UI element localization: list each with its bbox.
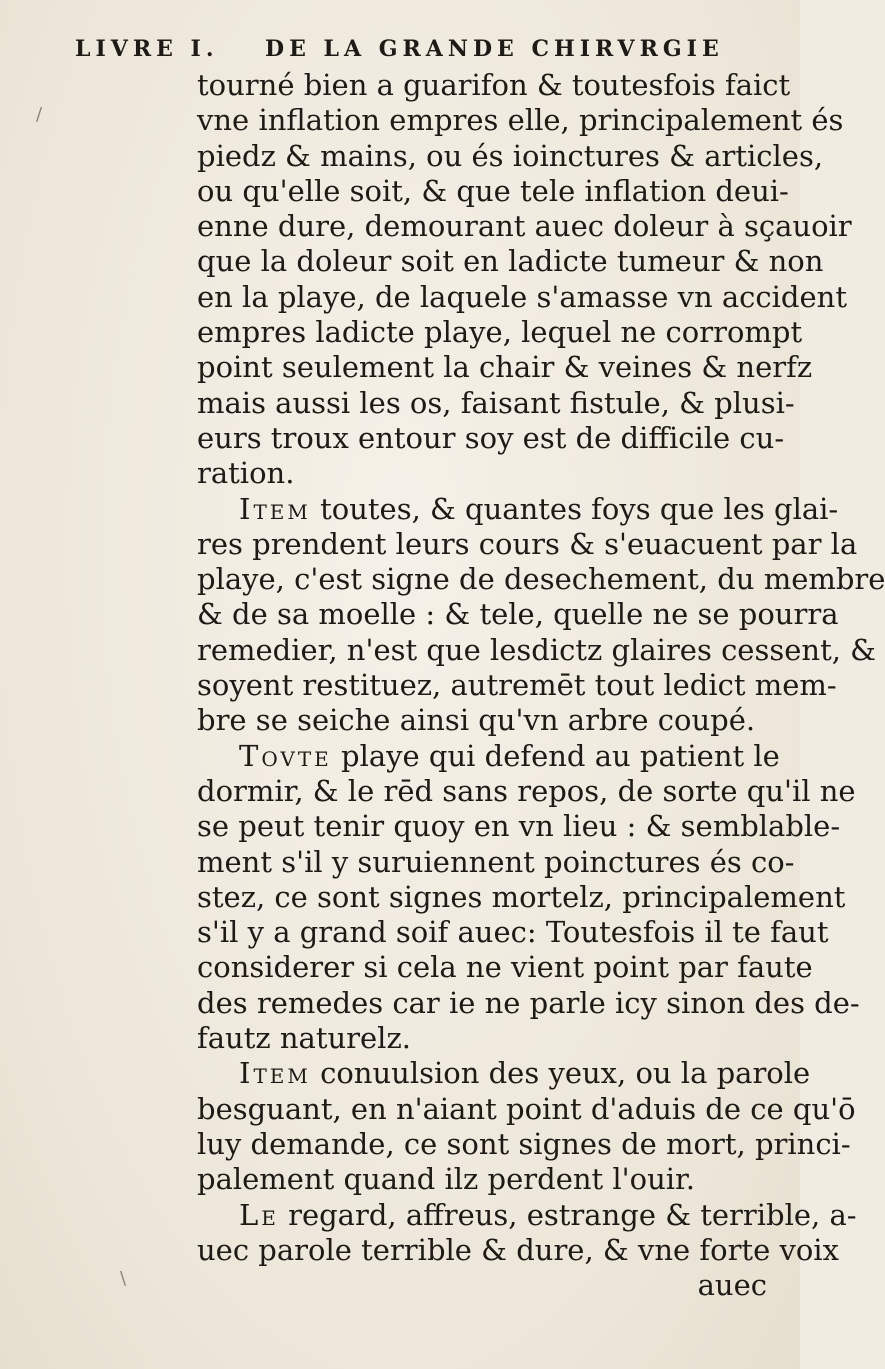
- text-line: [197, 526, 858, 562]
- text-line: [197, 103, 844, 138]
- text-line: [197, 1162, 767, 1197]
- text-line: [197, 385, 795, 421]
- text-line: [197, 950, 813, 985]
- line-text: empres ladicte playe, lequel ne corrompt: [197, 315, 803, 350]
- line-text: fautz naturelz.: [197, 1021, 411, 1056]
- running-title: DE LA GRANDE CHIRVRGIE: [265, 36, 724, 62]
- line-text: besguant, en n'aiant point d'aduis de ce qu'ō: [197, 1091, 856, 1126]
- line-text: mais aussi les os, faisant fistule, & plusi-: [197, 385, 795, 420]
- line-text: toutes, & quantes foys que les glai-: [310, 491, 839, 526]
- line-text: dormir, & le rēd sans repos, de sorte qu'il ne: [197, 773, 856, 808]
- paragraph-lead-word: Tovte: [239, 738, 332, 773]
- line-text: se peut tenir quoy en vn lieu : & semblable-: [197, 809, 841, 844]
- line-text: en la playe, de laquele s'amasse vn accident: [197, 279, 847, 314]
- text-line: [197, 809, 841, 844]
- text-line: [197, 350, 813, 385]
- text-line: [197, 279, 847, 315]
- text-line: [197, 244, 824, 279]
- line-text: ment s'il y suruiennent poinctures és co-: [197, 844, 795, 879]
- line-text: luy demande, ce sont signes de mort, princi-: [197, 1126, 851, 1161]
- line-text: conuulsion des yeux, ou la parole: [310, 1056, 811, 1091]
- line-text: point seulement la chair & veines & nerfz: [197, 350, 813, 385]
- book-number: LIVRE I.: [75, 36, 219, 62]
- text-line: [197, 491, 839, 527]
- line-text: playe qui defend au patient le: [331, 738, 780, 773]
- line-text: regard, affreus, estrange & terrible, a-: [278, 1197, 857, 1232]
- text-line: [197, 597, 839, 632]
- text-line: [197, 456, 767, 491]
- line-text: playe, c'est signe de desechement, du membre: [197, 562, 885, 597]
- line-text: des remedes car ie ne parle icy sinon des de-: [197, 985, 860, 1020]
- line-text: auec: [697, 1268, 767, 1303]
- text-line: [197, 703, 767, 738]
- margin-mark: /: [36, 104, 43, 125]
- text-line: [197, 773, 856, 809]
- paragraph-lead-word: Item: [239, 1056, 311, 1091]
- running-header: [75, 30, 760, 70]
- text-line: [197, 1232, 839, 1268]
- text-line: [197, 138, 824, 174]
- paragraph-lead-word: Item: [239, 491, 311, 526]
- line-text: res prendent leurs cours & s'euacuent par la: [197, 526, 858, 561]
- line-text: enne dure, demourant auec doleur à sçauoir: [197, 209, 852, 244]
- text-line: [197, 985, 860, 1021]
- text-line: [197, 1091, 856, 1127]
- text-line: [197, 915, 829, 950]
- line-text: & de sa moelle : & tele, quelle ne se pourra: [197, 597, 839, 632]
- line-text: soyent restituez, autremēt tout ledict mem-: [197, 668, 837, 703]
- margin-mark: \: [120, 1268, 127, 1289]
- text-line: [197, 632, 876, 668]
- line-text: s'il y a grand soif auec: Toutesfois il te faut: [197, 915, 829, 950]
- line-text: que la doleur soit en ladicte tumeur & non: [197, 244, 824, 279]
- line-text: remedier, n'est que lesdictz glaires cessent, &: [197, 632, 876, 667]
- line-text: bre se seiche ainsi qu'vn arbre coupé.: [197, 703, 756, 738]
- page-body: [197, 68, 885, 1303]
- line-text: ration.: [197, 456, 295, 491]
- text-line: [197, 315, 803, 350]
- text-line: [197, 209, 852, 244]
- text-line: [197, 879, 846, 915]
- line-text: palement quand ilz perdent l'ouir.: [197, 1162, 695, 1197]
- line-text: stez, ce sont signes mortelz, principalement: [197, 879, 846, 914]
- line-text: considerer si cela ne vient point par faute: [197, 950, 813, 985]
- text-line: [197, 562, 885, 597]
- line-text: vne inflation empres elle, principalement és: [197, 103, 844, 138]
- text-line: [197, 668, 837, 703]
- line-text: piedz & mains, ou és ioinctures & articles,: [197, 138, 824, 173]
- text-line: [197, 1056, 811, 1091]
- text-line: [197, 68, 791, 103]
- line-text: uec parole terrible & dure, & vne forte voix: [197, 1232, 839, 1267]
- line-text: ou qu'elle soit, & que tele inflation deui-: [197, 173, 789, 208]
- text-line: [197, 173, 789, 209]
- text-line: [197, 1126, 851, 1162]
- text-line: [197, 420, 785, 456]
- text-line: [197, 1197, 857, 1233]
- text-line: [197, 1021, 767, 1056]
- line-text: tourné bien a guarifon & toutesfois faict: [197, 68, 791, 102]
- paragraph-lead-word: Le: [239, 1197, 279, 1232]
- text-line: [197, 1268, 767, 1303]
- text-line: [197, 738, 780, 774]
- line-text: eurs troux entour soy est de difficile cu-: [197, 420, 785, 455]
- text-line: [197, 844, 795, 880]
